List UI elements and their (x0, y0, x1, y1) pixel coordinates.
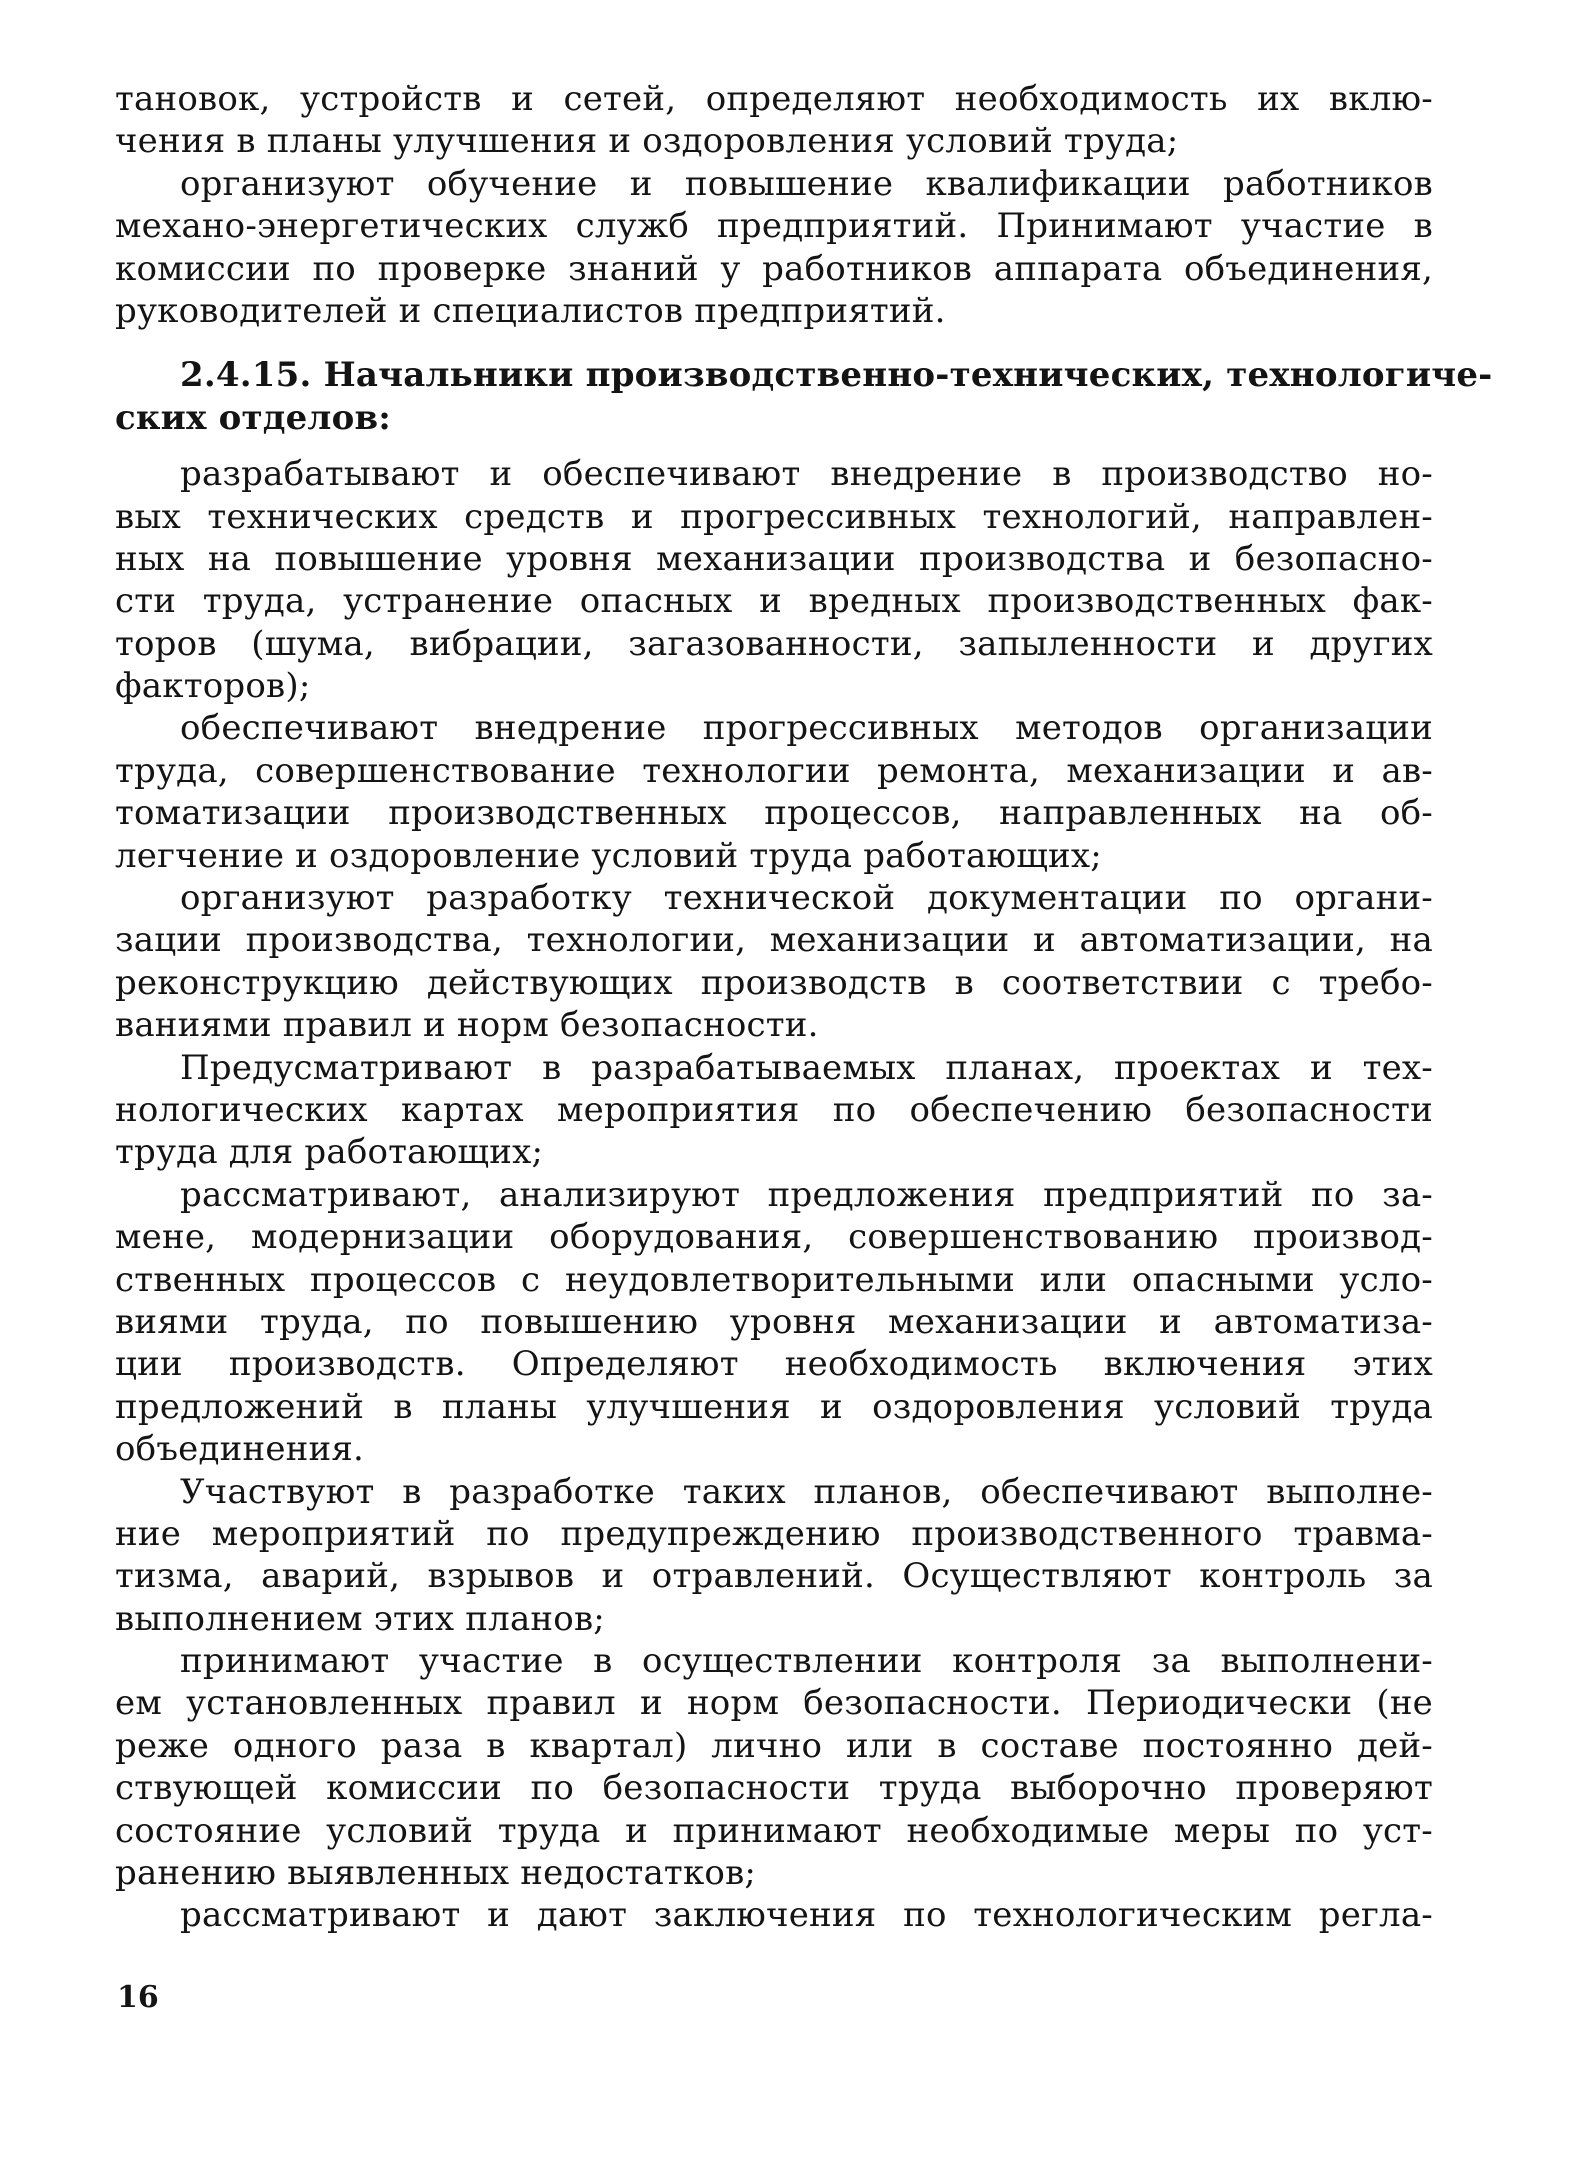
text-line: ции производств. Определяют необходимость включения этих (115, 1344, 1433, 1385)
text-line: ваниями правил и норм безопасности. (115, 1005, 819, 1046)
text-line: сти труда, устранение опасных и вредных производственных фак- (115, 581, 1433, 622)
text-line: труда, совершенствование технологии ремонта, механизации и ав- (115, 750, 1433, 791)
text-line: тановок, устройств и сетей, определяют необходимость их вклю- (115, 79, 1433, 119)
text-line: ственных процессов с неудовлетворительными или опасными усло- (115, 1259, 1433, 1300)
text-line: разрабатывают и обеспечивают внедрение в производство но- (180, 454, 1433, 495)
text-line: ранению выявленных недостатков; (115, 1853, 757, 1894)
paragraph (115, 1174, 1433, 1471)
section-heading (115, 354, 1493, 439)
text-line: ние мероприятий по предупреждению производственного травма- (115, 1513, 1433, 1554)
heading-line: ских отделов: (115, 397, 392, 438)
text-line: объединения. (115, 1429, 365, 1470)
page-number: 16 (117, 1980, 159, 2015)
paragraph (115, 707, 1433, 877)
text-line: нологических картах мероприятия по обеспечению безопасности (115, 1089, 1433, 1130)
paragraph (115, 1471, 1433, 1641)
paragraph (115, 78, 1433, 163)
heading-line: 2.4.15. Начальники производственно-технических, технологиче- (180, 355, 1493, 396)
text-line: ных на повышение уровня механизации производства и безопасно- (115, 538, 1433, 579)
spacer (115, 439, 1433, 453)
paragraph (115, 1640, 1433, 1894)
text-line: обеспечивают внедрение прогрессивных методов организации (180, 708, 1433, 749)
text-line: чения в планы улучшения и оздоровления условий труда; (115, 121, 1179, 162)
text-line: виями труда, по повышению уровня механизации и автоматиза- (115, 1301, 1433, 1342)
text-line: комиссии по проверке знаний у работников аппарата объединения, (115, 248, 1433, 289)
text-line: легчение и оздоровление условий труда работающих; (115, 835, 1102, 876)
text-line: вых технических средств и прогрессивных технологий, направлен- (115, 496, 1433, 537)
text-line: Участвуют в разработке таких планов, обеспечивают выполне- (180, 1471, 1433, 1512)
text-line: организуют разработку технической документации по органи- (180, 878, 1433, 919)
text-line: ем установленных правил и норм безопасности. Периодически (не (115, 1683, 1433, 1724)
paragraph (115, 163, 1433, 333)
text-line: торов (шума, вибрации, загазованности, запыленности и других (115, 623, 1433, 664)
paragraph (115, 877, 1433, 1047)
text-line: рассматривают и дают заключения по технологическим регла- (180, 1895, 1433, 1936)
spacer (115, 332, 1433, 354)
text-line: механо-энергетических служб предприятий. Принимают участие в (115, 206, 1433, 247)
text-line: ствующей комиссии по безопасности труда выборочно проверяют (115, 1768, 1433, 1809)
text-line: руководителей и специалистов предприятий. (115, 290, 946, 331)
text-line: реконструкцию действующих производств в соответствии с требо- (115, 962, 1433, 1003)
text-line: предложений в планы улучшения и оздоровления условий труда (115, 1386, 1433, 1427)
text-line: реже одного раза в квартал) лично или в составе постоянно дей- (115, 1725, 1433, 1766)
text-line: мене, модернизации оборудования, совершенствованию производ- (115, 1217, 1433, 1258)
text-line: организуют обучение и повышение квалификации работников (180, 163, 1433, 204)
text-line: тизма, аварий, взрывов и отравлений. Осуществляют контроль за (115, 1556, 1433, 1597)
text-line: зации производства, технологии, механизации и автоматизации, на (115, 920, 1433, 961)
text-line: Предусматривают в разрабатываемых планах, проектах и тех- (180, 1047, 1433, 1088)
paragraph (115, 453, 1433, 707)
paragraph (115, 1047, 1433, 1174)
text-line: томатизации производственных процессов, направленных на об- (115, 793, 1433, 834)
document-page (115, 78, 1493, 1937)
text-line: рассматривают, анализируют предложения предприятий по за- (180, 1174, 1433, 1215)
text-line: труда для работающих; (115, 1132, 544, 1173)
text-line: факторов); (115, 666, 311, 707)
paragraph (115, 1894, 1433, 1936)
text-line: принимают участие в осуществлении контроля за выполнени- (180, 1641, 1433, 1682)
text-line: выполнением этих планов; (115, 1598, 605, 1639)
text-line: состояние условий труда и принимают необходимые меры по уст- (115, 1810, 1433, 1851)
